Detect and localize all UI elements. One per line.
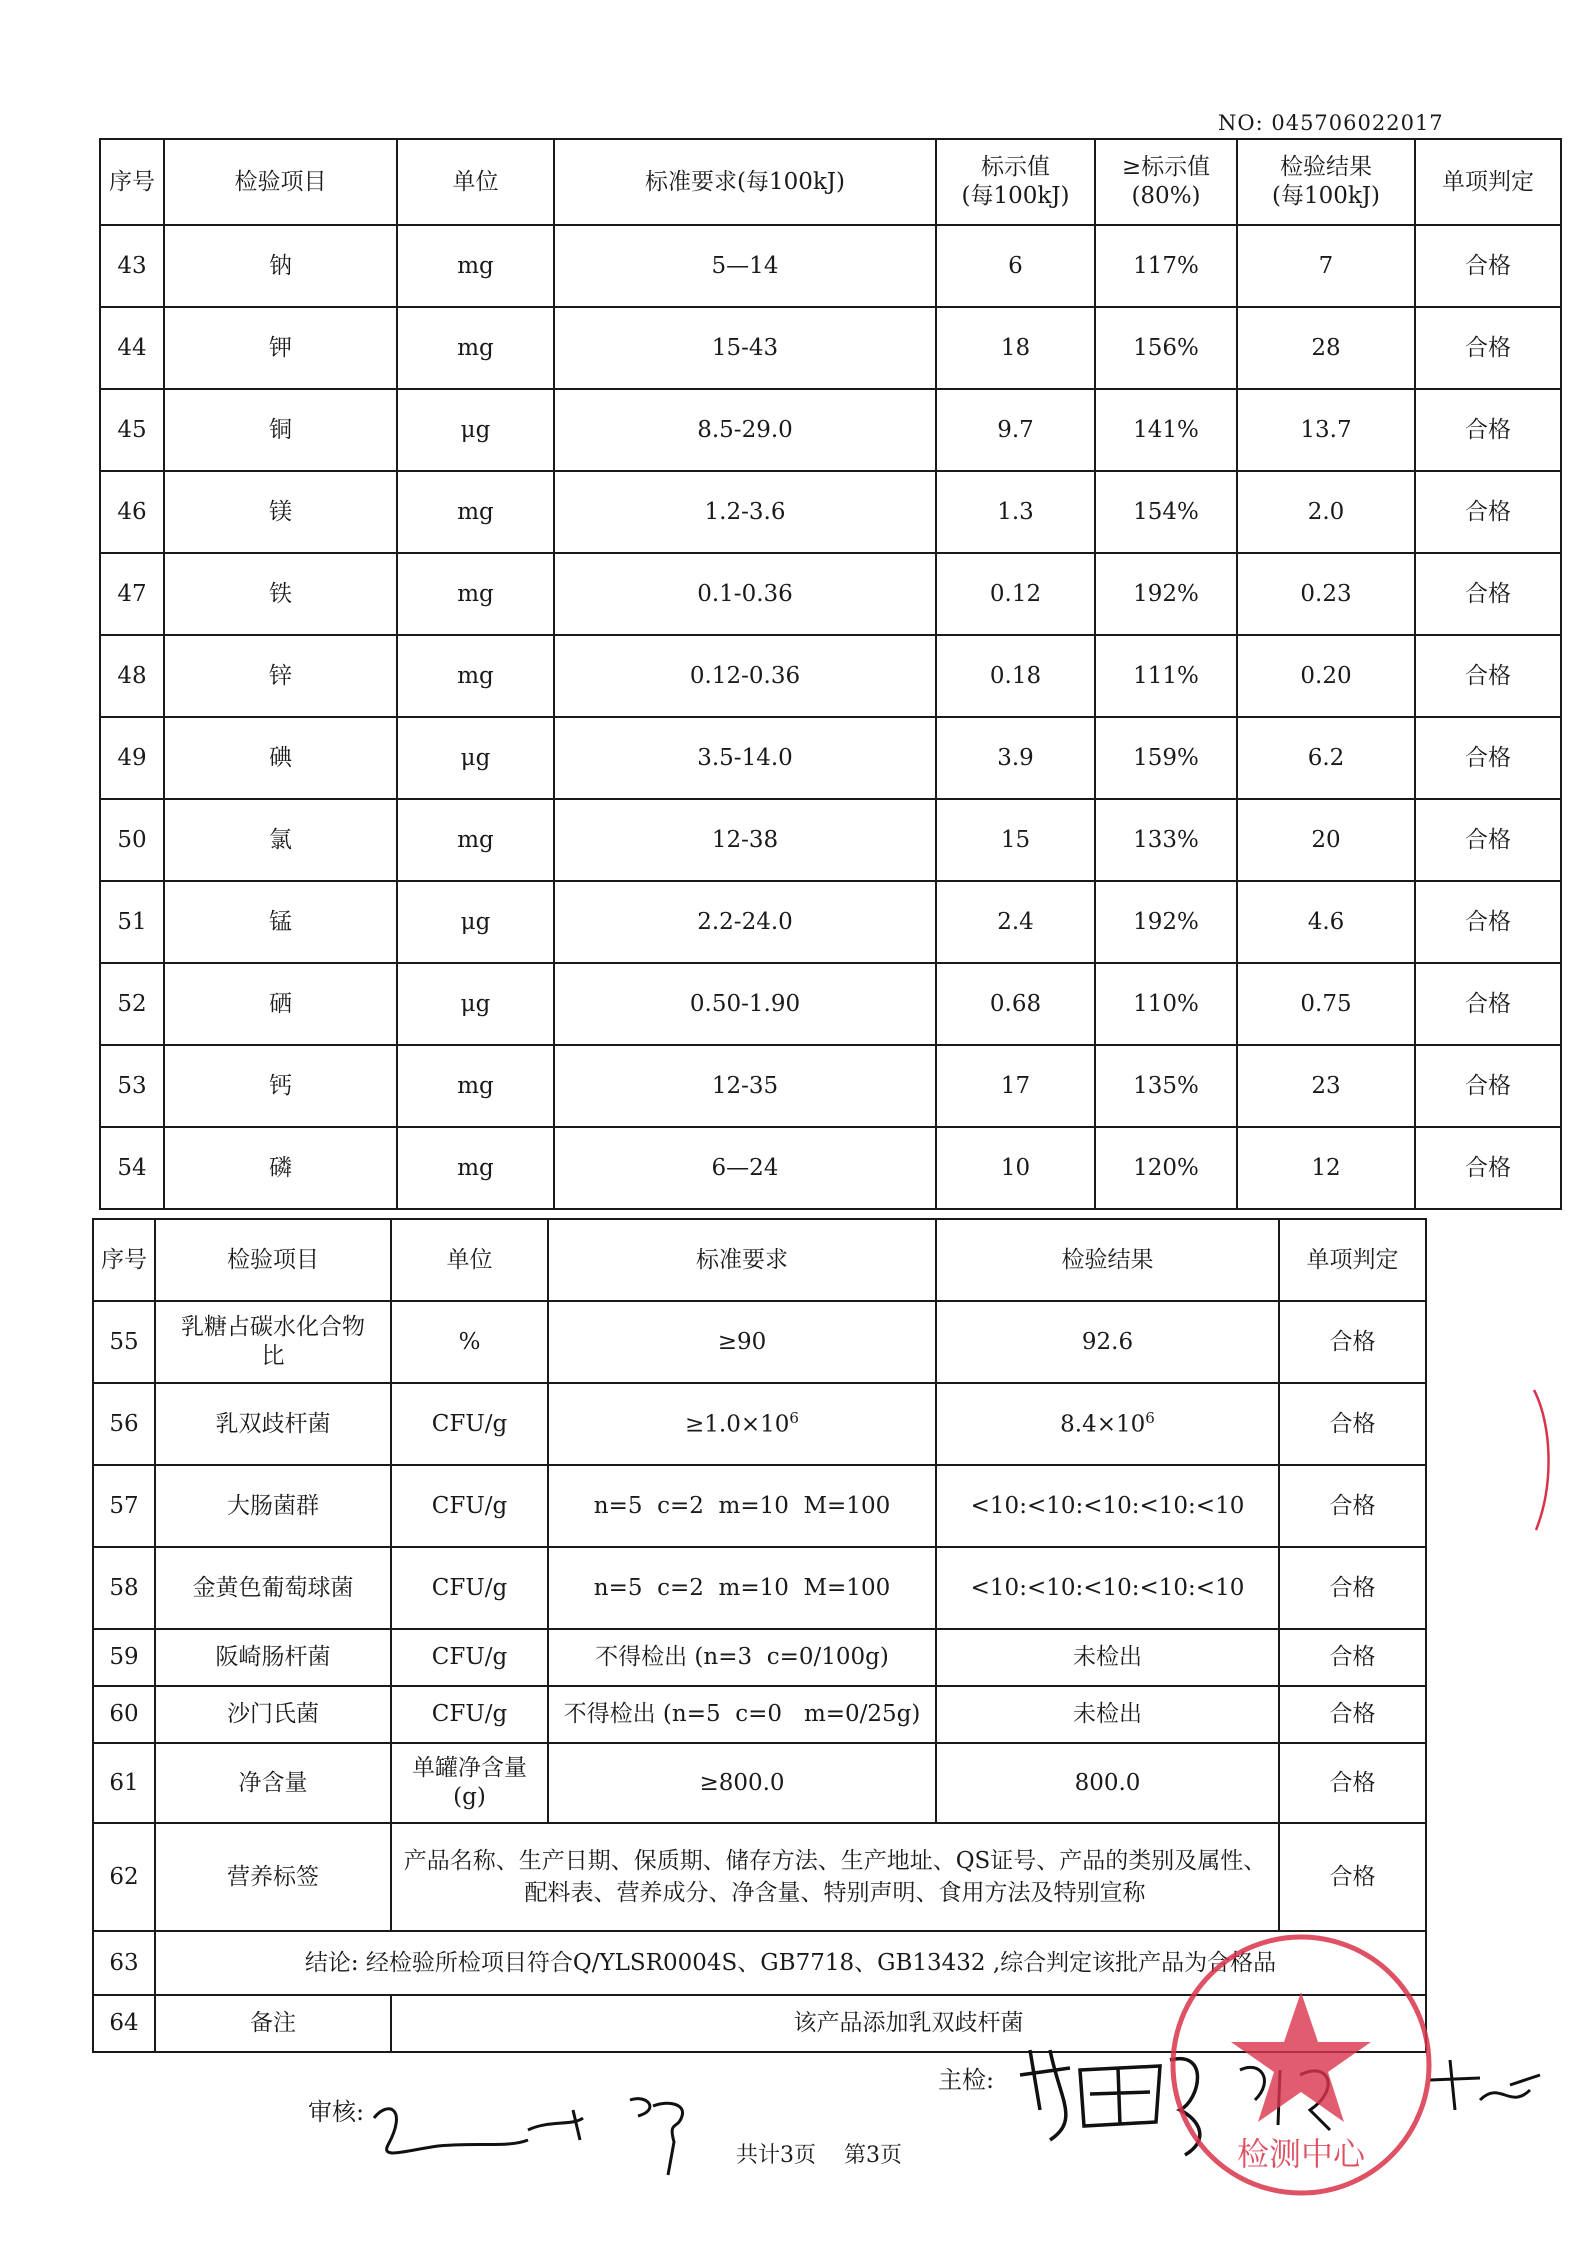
standard: ≥800.0 bbox=[548, 1743, 936, 1823]
unit: mg bbox=[397, 471, 554, 553]
ratio: 135% bbox=[1095, 1045, 1237, 1127]
table-row bbox=[100, 799, 1561, 881]
result: 800.0 bbox=[936, 1743, 1279, 1823]
unit: CFU/g bbox=[391, 1547, 548, 1629]
standard: 0.50-1.90 bbox=[554, 963, 936, 1045]
result: 13.7 bbox=[1237, 389, 1415, 471]
item-name: 净含量 bbox=[155, 1743, 391, 1823]
table-row bbox=[93, 1465, 1426, 1547]
declared-value: 15 bbox=[936, 799, 1095, 881]
item-name: 钾 bbox=[164, 307, 397, 389]
item-name: 大肠菌群 bbox=[155, 1465, 391, 1547]
unit: 单罐净含量 (g) bbox=[391, 1743, 548, 1823]
table-row bbox=[100, 307, 1561, 389]
row-number: 54 bbox=[100, 1127, 164, 1209]
table-row bbox=[100, 635, 1561, 717]
row-number: 47 bbox=[100, 553, 164, 635]
judgement: 合格 bbox=[1415, 225, 1561, 307]
row-number: 57 bbox=[93, 1465, 155, 1547]
item-name: 沙门氏菌 bbox=[155, 1686, 391, 1743]
result: 20 bbox=[1237, 799, 1415, 881]
judgement: 合格 bbox=[1279, 1823, 1426, 1931]
unit: mg bbox=[397, 225, 554, 307]
declared-value: 18 bbox=[936, 307, 1095, 389]
row-number: 46 bbox=[100, 471, 164, 553]
row-number: 60 bbox=[93, 1686, 155, 1743]
result-exponent: 6 bbox=[1145, 1408, 1155, 1427]
judgement: 合格 bbox=[1415, 1045, 1561, 1127]
judgement: 合格 bbox=[1415, 471, 1561, 553]
result: 92.6 bbox=[936, 1301, 1279, 1383]
ratio: 111% bbox=[1095, 635, 1237, 717]
result: 6.2 bbox=[1237, 717, 1415, 799]
unit: mg bbox=[397, 1045, 554, 1127]
declared-value: 0.18 bbox=[936, 635, 1095, 717]
row-number: 49 bbox=[100, 717, 164, 799]
standard: 12-35 bbox=[554, 1045, 936, 1127]
row-number: 61 bbox=[93, 1743, 155, 1823]
item-name: 硒 bbox=[164, 963, 397, 1045]
row-number: 45 bbox=[100, 389, 164, 471]
standard: 2.2-24.0 bbox=[554, 881, 936, 963]
result: 7 bbox=[1237, 225, 1415, 307]
remark-label: 备注 bbox=[155, 1995, 391, 2052]
table-row bbox=[93, 1743, 1426, 1823]
row-number: 53 bbox=[100, 1045, 164, 1127]
ratio: 141% bbox=[1095, 389, 1237, 471]
row-number: 43 bbox=[100, 225, 164, 307]
header-cell: 标示值 (每100kJ) bbox=[936, 139, 1095, 225]
result: 12 bbox=[1237, 1127, 1415, 1209]
item-name: 碘 bbox=[164, 717, 397, 799]
table-row bbox=[100, 881, 1561, 963]
standard: 12-38 bbox=[554, 799, 936, 881]
header-cell: 单位 bbox=[391, 1219, 548, 1301]
declared-value: 17 bbox=[936, 1045, 1095, 1127]
item-name: 钙 bbox=[164, 1045, 397, 1127]
label-content: 产品名称、生产日期、保质期、储存方法、生产地址、QS证号、产品的类别及属性、配料表、营养成分、净含量、特别声明、食用方法及特别宣称 bbox=[391, 1823, 1279, 1931]
header-cell: 检验结果 (每100kJ) bbox=[1237, 139, 1415, 225]
judgement: 合格 bbox=[1415, 389, 1561, 471]
declared-value: 0.68 bbox=[936, 963, 1095, 1045]
red-margin-mark bbox=[1530, 1385, 1560, 1535]
standard: 5—14 bbox=[554, 225, 936, 307]
report-number: NO: 045706022017 bbox=[1218, 111, 1444, 135]
unit: CFU/g bbox=[391, 1465, 548, 1547]
standard: 15-43 bbox=[554, 307, 936, 389]
declared-value: 1.3 bbox=[936, 471, 1095, 553]
judgement: 合格 bbox=[1415, 963, 1561, 1045]
header-cell: 标准要求 bbox=[548, 1219, 936, 1301]
result: 4.6 bbox=[1237, 881, 1415, 963]
table-row bbox=[100, 389, 1561, 471]
ratio: 192% bbox=[1095, 553, 1237, 635]
unit: % bbox=[391, 1301, 548, 1383]
judgement: 合格 bbox=[1279, 1383, 1426, 1465]
ratio: 192% bbox=[1095, 881, 1237, 963]
standard: 3.5-14.0 bbox=[554, 717, 936, 799]
unit: mg bbox=[397, 553, 554, 635]
result-base: 8.4×10 bbox=[1060, 1411, 1146, 1438]
judgement: 合格 bbox=[1415, 553, 1561, 635]
item-name: 阪崎肠杆菌 bbox=[155, 1629, 391, 1686]
microbe-label-test-table bbox=[92, 1218, 1427, 2053]
declared-value: 0.12 bbox=[936, 553, 1095, 635]
table-row bbox=[100, 225, 1561, 307]
reviewer-label: 审核: bbox=[308, 2098, 365, 2126]
table-row bbox=[93, 1823, 1426, 1931]
standard: n=5 c=2 m=10 M=100 bbox=[548, 1547, 936, 1629]
table-row bbox=[93, 1629, 1426, 1686]
item-name: 乳双歧杆菌 bbox=[155, 1383, 391, 1465]
standard: n=5 c=2 m=10 M=100 bbox=[548, 1465, 936, 1547]
reviewer-signature bbox=[368, 2090, 718, 2180]
header-cell: ≥标示值 (80%) bbox=[1095, 139, 1237, 225]
unit: mg bbox=[397, 799, 554, 881]
unit: mg bbox=[397, 1127, 554, 1209]
judgement: 合格 bbox=[1415, 307, 1561, 389]
ratio: 117% bbox=[1095, 225, 1237, 307]
item-name: 营养标签 bbox=[155, 1823, 391, 1931]
declared-value: 6 bbox=[936, 225, 1095, 307]
header-cell: 序号 bbox=[100, 139, 164, 225]
result bbox=[936, 1383, 1279, 1465]
row-number: 56 bbox=[93, 1383, 155, 1465]
unit: μg bbox=[397, 389, 554, 471]
unit: CFU/g bbox=[391, 1383, 548, 1465]
row-number: 55 bbox=[93, 1301, 155, 1383]
table-row bbox=[100, 717, 1561, 799]
result: 23 bbox=[1237, 1045, 1415, 1127]
header-cell: 标准要求(每100kJ) bbox=[554, 139, 936, 225]
item-name: 铜 bbox=[164, 389, 397, 471]
judgement: 合格 bbox=[1415, 881, 1561, 963]
unit: μg bbox=[397, 881, 554, 963]
header-cell: 单位 bbox=[397, 139, 554, 225]
header-cell: 单项判定 bbox=[1279, 1219, 1426, 1301]
judgement: 合格 bbox=[1415, 799, 1561, 881]
unit: CFU/g bbox=[391, 1686, 548, 1743]
table-row bbox=[100, 471, 1561, 553]
judgement: 合格 bbox=[1279, 1301, 1426, 1383]
table1-header-row bbox=[100, 139, 1561, 225]
header-cell: 单项判定 bbox=[1415, 139, 1561, 225]
remark-text: 该产品添加乳双歧杆菌 bbox=[391, 1995, 1426, 2052]
ratio: 159% bbox=[1095, 717, 1237, 799]
page-footer: 共计3页 第3页 bbox=[736, 2143, 902, 2168]
header-cell: 检验项目 bbox=[164, 139, 397, 225]
standard: 不得检出 (n=5 c=0 m=0/25g) bbox=[548, 1686, 936, 1743]
judgement: 合格 bbox=[1415, 1127, 1561, 1209]
unit: mg bbox=[397, 635, 554, 717]
conclusion: 结论: 经检验所检项目符合Q/YLSR0004S、GB7718、GB13432 ,综合判定该批产品为合格品 bbox=[155, 1931, 1426, 1995]
result: 0.20 bbox=[1237, 635, 1415, 717]
row-number: 58 bbox=[93, 1547, 155, 1629]
judgement: 合格 bbox=[1279, 1547, 1426, 1629]
unit: μg bbox=[397, 717, 554, 799]
standard: ≥90 bbox=[548, 1301, 936, 1383]
judgement: 合格 bbox=[1415, 635, 1561, 717]
result: 未检出 bbox=[936, 1686, 1279, 1743]
standard: 0.12-0.36 bbox=[554, 635, 936, 717]
standard: 1.2-3.6 bbox=[554, 471, 936, 553]
nutrient-test-table bbox=[99, 138, 1562, 1210]
standard: 0.1-0.36 bbox=[554, 553, 936, 635]
item-name: 锌 bbox=[164, 635, 397, 717]
unit: CFU/g bbox=[391, 1629, 548, 1686]
result: 0.23 bbox=[1237, 553, 1415, 635]
row-number: 52 bbox=[100, 963, 164, 1045]
declared-value: 3.9 bbox=[936, 717, 1095, 799]
judgement: 合格 bbox=[1279, 1629, 1426, 1686]
result: 未检出 bbox=[936, 1629, 1279, 1686]
judgement: 合格 bbox=[1279, 1465, 1426, 1547]
item-name: 氯 bbox=[164, 799, 397, 881]
unit: μg bbox=[397, 963, 554, 1045]
standard: 8.5-29.0 bbox=[554, 389, 936, 471]
inspector-label: 主检: bbox=[938, 2066, 995, 2094]
table-row bbox=[100, 1045, 1561, 1127]
item-name: 铁 bbox=[164, 553, 397, 635]
judgement: 合格 bbox=[1415, 717, 1561, 799]
unit: mg bbox=[397, 307, 554, 389]
table2-header-row bbox=[93, 1219, 1426, 1301]
ratio: 133% bbox=[1095, 799, 1237, 881]
item-name: 乳糖占碳水化合物比 bbox=[155, 1301, 391, 1383]
declared-value: 9.7 bbox=[936, 389, 1095, 471]
item-name: 镁 bbox=[164, 471, 397, 553]
inspection-seal bbox=[1166, 1930, 1436, 2200]
result: 28 bbox=[1237, 307, 1415, 389]
header-cell: 序号 bbox=[93, 1219, 155, 1301]
result: 0.75 bbox=[1237, 963, 1415, 1045]
row-number: 50 bbox=[100, 799, 164, 881]
standard: 6—24 bbox=[554, 1127, 936, 1209]
ratio: 154% bbox=[1095, 471, 1237, 553]
item-name: 锰 bbox=[164, 881, 397, 963]
table-row bbox=[93, 1547, 1426, 1629]
table-row bbox=[100, 963, 1561, 1045]
header-cell: 检验项目 bbox=[155, 1219, 391, 1301]
header-cell: 检验结果 bbox=[936, 1219, 1279, 1301]
row-number: 44 bbox=[100, 307, 164, 389]
result: <10:<10:<10:<10:<10 bbox=[936, 1547, 1279, 1629]
table-row bbox=[93, 1301, 1426, 1383]
table-row bbox=[100, 1127, 1561, 1209]
declared-value: 2.4 bbox=[936, 881, 1095, 963]
row-number: 63 bbox=[93, 1931, 155, 1995]
standard: 不得检出 (n=3 c=0/100g) bbox=[548, 1629, 936, 1686]
standard-exponent: 6 bbox=[789, 1408, 799, 1427]
row-number: 59 bbox=[93, 1629, 155, 1686]
table-row bbox=[100, 553, 1561, 635]
result: <10:<10:<10:<10:<10 bbox=[936, 1465, 1279, 1547]
ratio: 120% bbox=[1095, 1127, 1237, 1209]
standard bbox=[548, 1383, 936, 1465]
row-number: 48 bbox=[100, 635, 164, 717]
item-name: 磷 bbox=[164, 1127, 397, 1209]
item-name: 金黄色葡萄球菌 bbox=[155, 1547, 391, 1629]
standard-base: ≥1.0×10 bbox=[685, 1411, 790, 1438]
ratio: 110% bbox=[1095, 963, 1237, 1045]
declared-value: 10 bbox=[936, 1127, 1095, 1209]
table-row bbox=[93, 1686, 1426, 1743]
item-name: 钠 bbox=[164, 225, 397, 307]
row-number: 62 bbox=[93, 1823, 155, 1931]
seal-text: 检测中心 bbox=[1236, 2135, 1366, 2173]
row-number: 64 bbox=[93, 1995, 155, 2052]
judgement: 合格 bbox=[1279, 1686, 1426, 1743]
table-row bbox=[93, 1383, 1426, 1465]
row-number: 51 bbox=[100, 881, 164, 963]
judgement: 合格 bbox=[1279, 1743, 1426, 1823]
result: 2.0 bbox=[1237, 471, 1415, 553]
ratio: 156% bbox=[1095, 307, 1237, 389]
